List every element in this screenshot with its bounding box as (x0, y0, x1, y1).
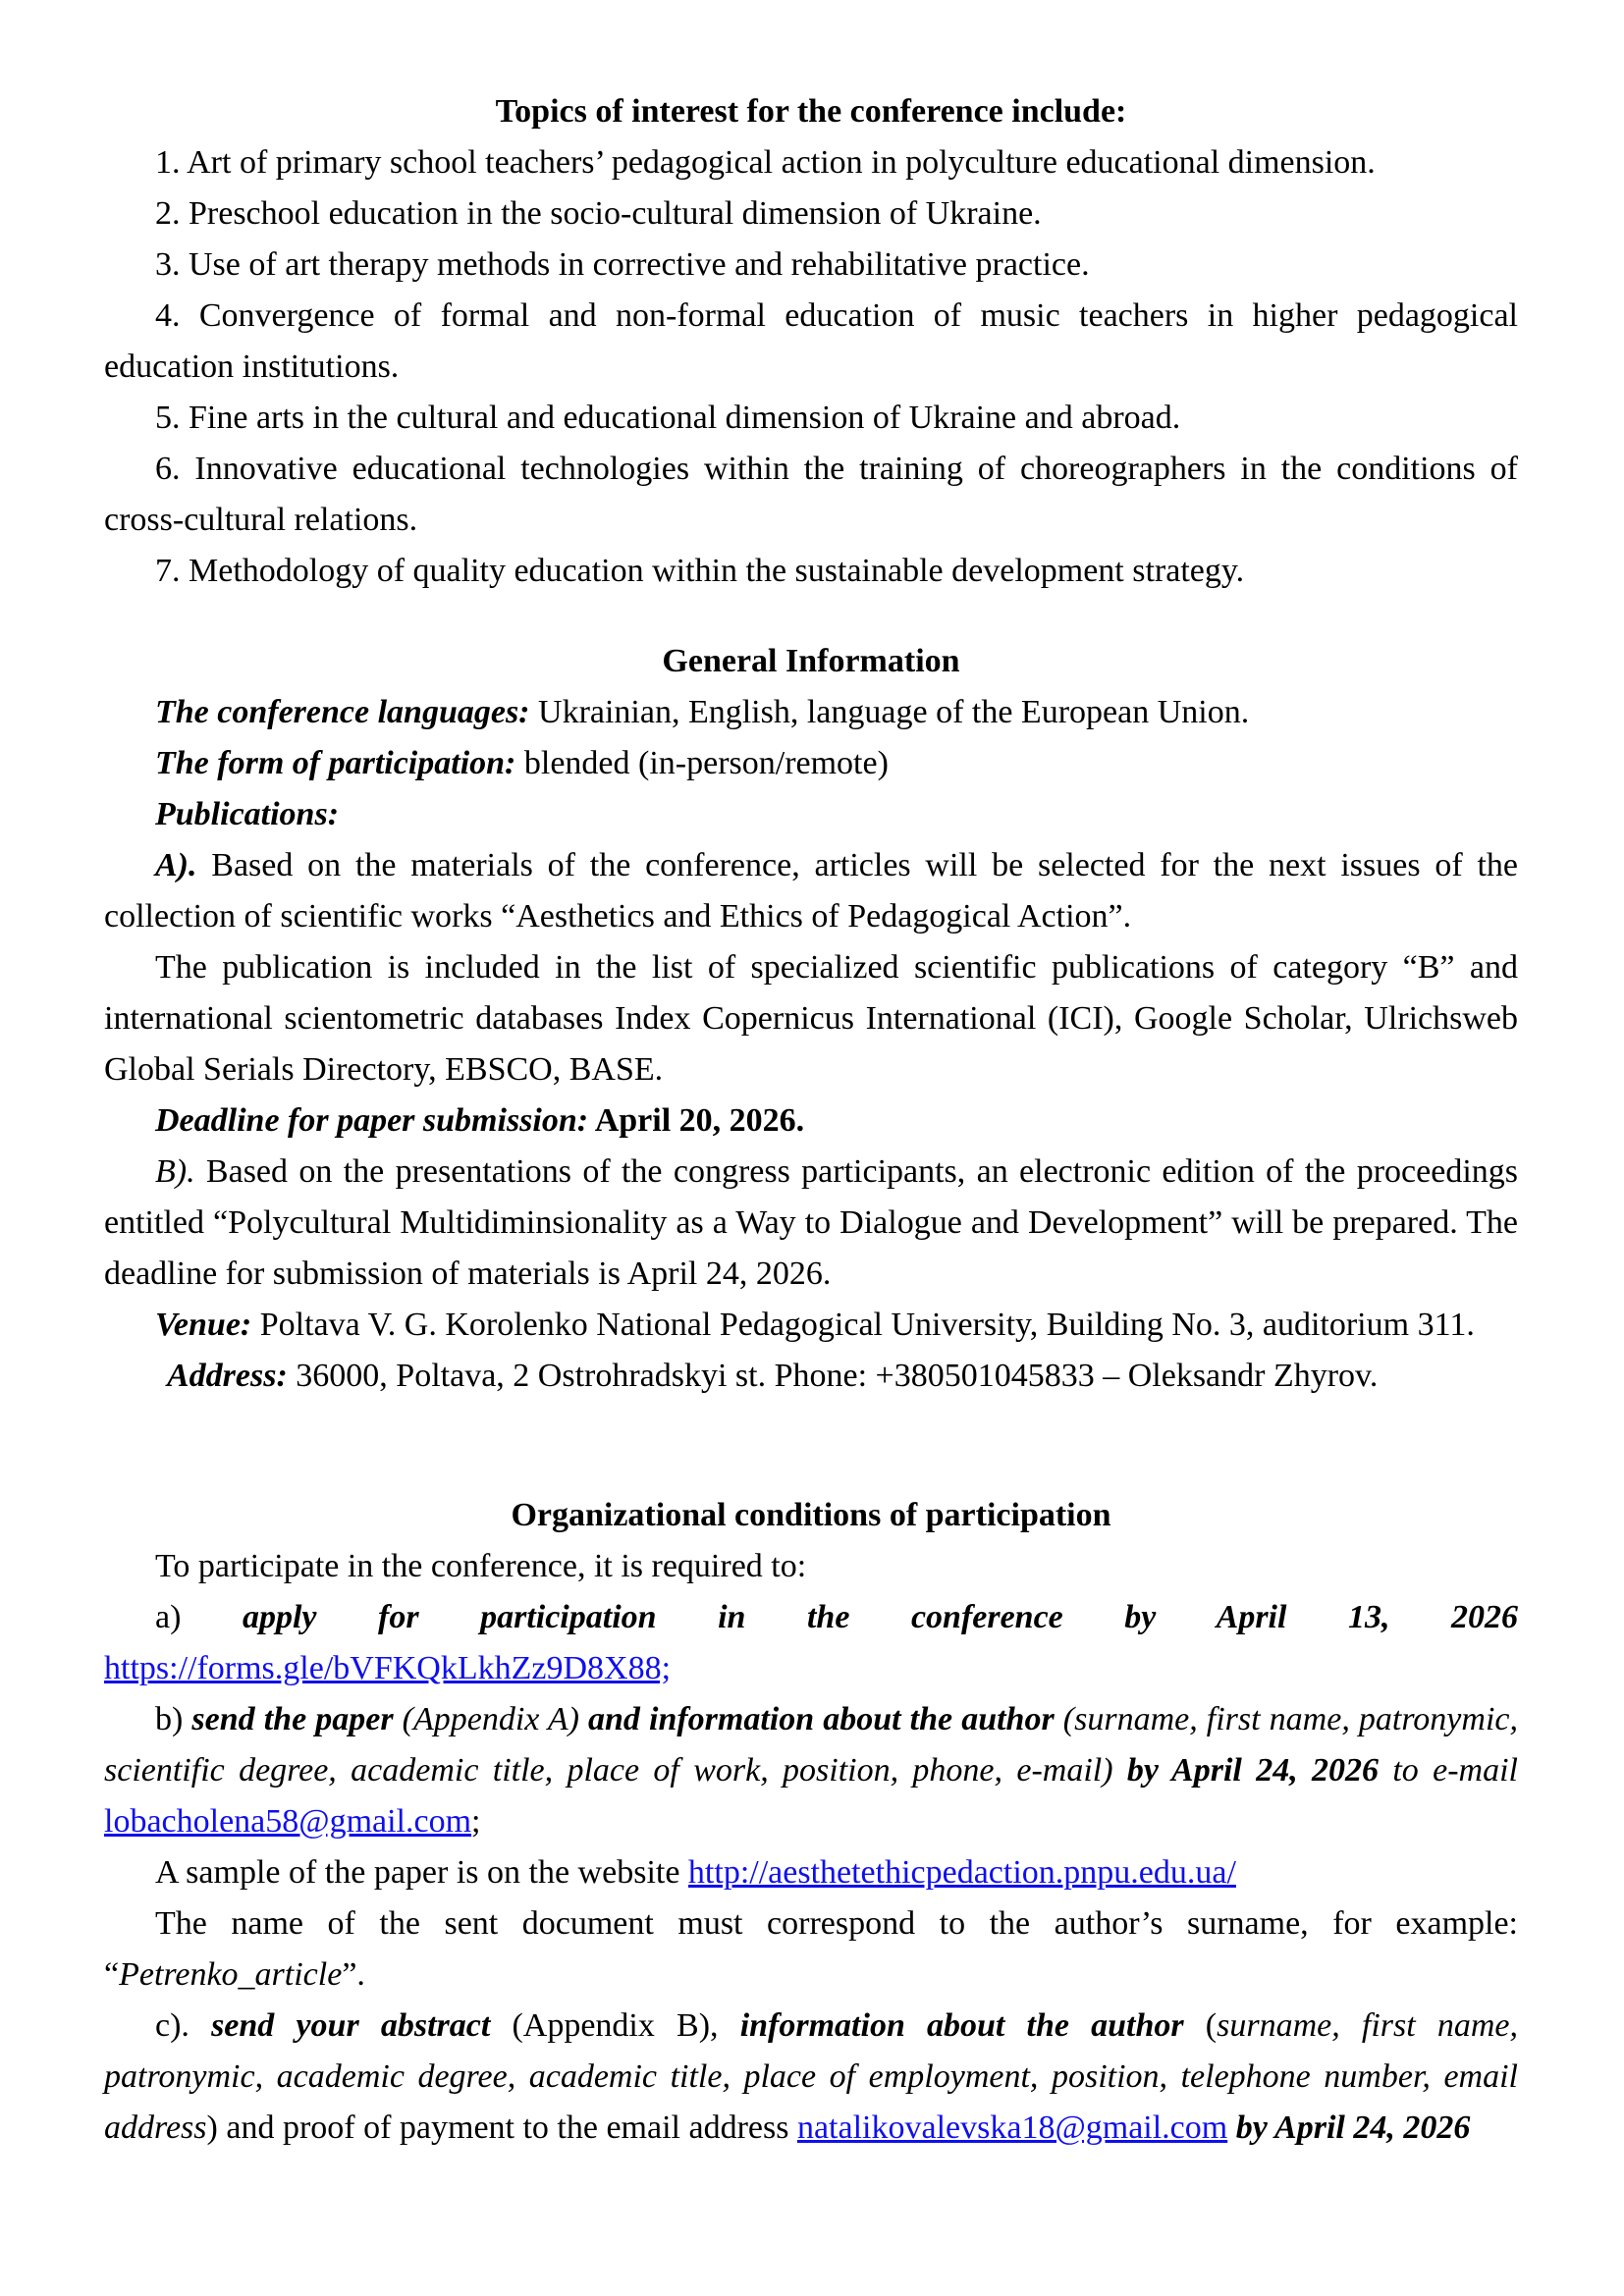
option-b-text: Based on the presentations of the congress participants, an electronic edition of the proceedings entitled “Polycultural Multidiminsionality as a Way to Dialogue and Development” will be prepared. The deadline for submission of materials is April 24, 2026. (104, 1153, 1518, 1292)
deadline-label: Deadline for paper submission: (155, 1102, 589, 1139)
publication-indexing: The publication is included in the list of specialized scientific publications of category “B” and international scientometric databases Index Copernicus International (ICI), Google Scholar, Ulrichsweb Global Serials Directory, EBSCO, BASE. (104, 949, 1518, 1088)
publications-label-line (104, 789, 1518, 840)
form-of-participation-label: The form of participation: (155, 745, 516, 781)
sample-website-link[interactable]: http://aesthetethicpedaction.pnpu.edu.ua/ (687, 1854, 1236, 1891)
topics-heading: Topics of interest for the conference include: (495, 93, 1127, 130)
conference-languages-line (104, 687, 1518, 738)
topic-item-2: 2. Preschool education in the socio-cultural dimension of Ukraine. (155, 195, 1042, 232)
item-c-deadline: by April 24, 2026 (1227, 2109, 1471, 2146)
item-c-marker: c). (155, 2007, 212, 2044)
item-b-send-paper: send the paper (191, 1701, 403, 1737)
participation-intro: To participate in the conference, it is required to: (155, 1548, 807, 1584)
deadline-date: April 20, 2026. (588, 1102, 805, 1139)
publication-option-a (104, 840, 1518, 942)
item-b-appendix-a: (Appendix A) (402, 1701, 589, 1737)
item-b-semicolon: ; (471, 1803, 481, 1840)
condition-item-a (104, 1592, 1518, 1643)
option-a-text: Based on the materials of the conference, articles will be selected for the next issues of the collection of scientific works “Aesthetics and Ethics of Pedagogical Action”. (104, 847, 1518, 934)
option-b-marker: B). (155, 1153, 195, 1190)
item-b-to-email: to e-mail (1392, 1752, 1518, 1789)
item-c-author-info: information about the author (739, 2007, 1206, 2044)
topic-item-7: 7. Methodology of quality education within the sustainable development strategy. (155, 553, 1245, 589)
item-a-text: apply for participation in the conference by April 13, 2026 (242, 1599, 1519, 1635)
item-c-proof-text: ) and proof of payment to the email address (206, 2109, 797, 2146)
condition-item-c (104, 2001, 1518, 2154)
condition-item-b (104, 1694, 1518, 1847)
topic-item-4: 4. Convergence of formal and non-formal education of music teachers in higher pedagogical education institutions. (104, 297, 1518, 385)
paper-email-link[interactable]: lobacholena58@gmail.com (104, 1803, 472, 1840)
document-name-rule (104, 1898, 1518, 2001)
publications-label: Publications: (155, 796, 340, 832)
abstract-email-link[interactable]: natalikovalevska18@gmail.com (796, 2109, 1228, 2146)
registration-form-link[interactable]: https://forms.gle/bVFKQkLkhZz9D8X88; (104, 1650, 672, 1686)
item-c-appendix-b: (Appendix B), (512, 2007, 740, 2044)
registration-form-line (104, 1643, 1518, 1694)
general-information-heading: General Information (662, 643, 960, 679)
venue-line (104, 1300, 1518, 1351)
document-name-example: Petrenko_article (119, 1956, 343, 1993)
venue-value: Poltava V. G. Korolenko National Pedagogical University, Building No. 3, auditorium 311. (251, 1307, 1475, 1343)
topic-item-5: 5. Fine arts in the cultural and educational dimension of Ukraine and abroad. (155, 400, 1181, 436)
item-b-author-details: (surname, first name, patronymic, scientific degree, academic title, place of work, position, phone, e-mail) (104, 1701, 1518, 1789)
form-of-participation-value: blended (in-person/remote) (515, 745, 889, 781)
publication-option-b (104, 1147, 1518, 1300)
address-label: Address: (167, 1358, 288, 1394)
venue-label: Venue: (155, 1307, 252, 1343)
item-a-marker: a) (155, 1599, 243, 1635)
topic-item-1: 1. Art of primary school teachers’ pedagogical action in polyculture educational dimension. (155, 144, 1376, 181)
sample-paper-line (104, 1847, 1518, 1898)
deadline-line (104, 1095, 1518, 1147)
address-value: 36000, Poltava, 2 Ostrohradskyi st. Phone: +380501045833 – Oleksandr Zhyrov. (287, 1358, 1379, 1394)
conference-languages-value: Ukrainian, English, language of the European Union. (529, 694, 1250, 730)
form-of-participation-line (104, 738, 1518, 789)
topic-item-3: 3. Use of art therapy methods in corrective and rehabilitative practice. (155, 246, 1090, 283)
topic-item-6: 6. Innovative educational technologies within the training of choreographers in the conditions of cross-cultural relations. (104, 451, 1518, 538)
sample-paper-text: A sample of the paper is on the website (155, 1854, 688, 1891)
conference-languages-label: The conference languages: (155, 694, 530, 730)
item-c-send-abstract: send your abstract (211, 2007, 513, 2044)
item-b-marker: b) (155, 1701, 192, 1737)
item-c-author-details: surname, first name, patronymic, academic degree, academic title, place of employment, position, telephone number, email address (104, 2007, 1518, 2146)
item-b-deadline: by April 24, 2026 (1126, 1752, 1393, 1789)
document-name-closing: ”. (342, 1956, 365, 1993)
organizational-conditions-heading: Organizational conditions of participation (511, 1497, 1111, 1533)
item-c-open-paren: ( (1205, 2007, 1218, 2044)
option-a-marker: A). (155, 847, 197, 883)
item-b-author-info: and information about the author (588, 1701, 1063, 1737)
address-line (104, 1351, 1518, 1402)
document-name-text: The name of the sent document must correspond to the author’s surname, for example: “ (104, 1905, 1518, 1993)
